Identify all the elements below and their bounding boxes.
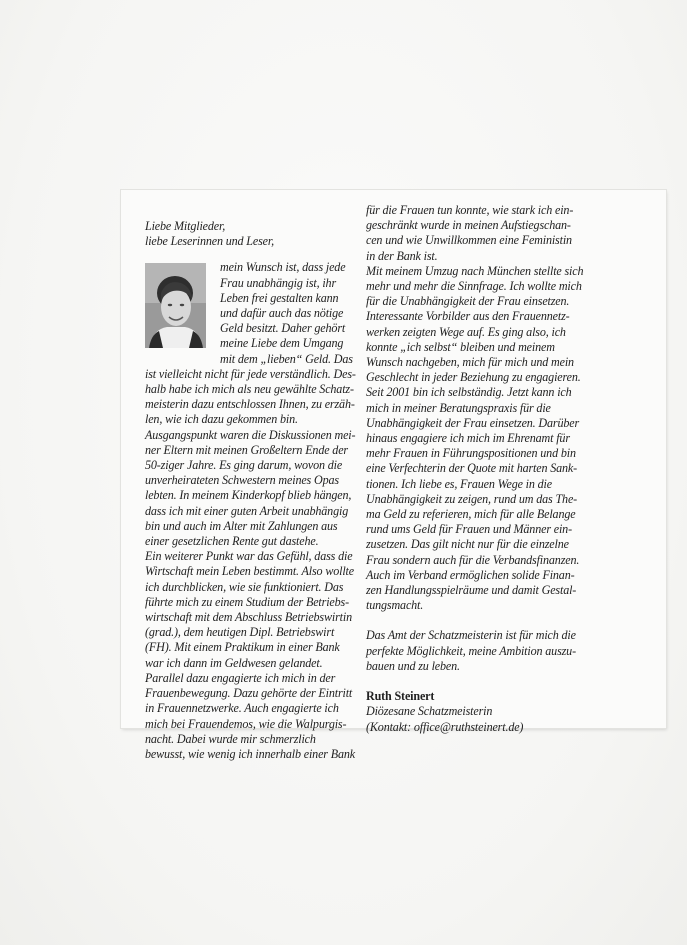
body-line: hinaus engagiere ich mich im Ehrenamt für [366,431,570,446]
body-line: mehr und mehr die Sinnfrage. Ich wollte mich [366,279,582,294]
closing-line: bauen und zu leben. [366,658,460,673]
body-line: tionen. Ich liebe es, Frauen Wege in die [366,476,552,491]
body-line: Interessante Vorbilder aus den Frauennetz- [366,309,570,324]
body-line: (FH). Mit einem Praktikum in einer Bank [145,640,340,655]
body-line: halb habe ich mich als neu gewählte Schatz- [145,382,354,397]
body-line: konnte „ich selbst“ bleiben und meinem [366,339,555,354]
body-line: Geld besitzt. Daher gehört [220,321,346,336]
body-line: ist vielleicht nicht für jede verständlich. Des- [145,366,356,381]
body-line: meisterin dazu entschlossen Ihnen, zu erzäh- [145,397,355,412]
body-line: mit dem „lieben“ Geld. Das [220,351,353,366]
body-line: tungsmacht. [366,598,424,613]
greeting-line: liebe Leserinnen und Leser, [145,234,274,249]
body-line: mein Wunsch ist, dass jede [220,260,346,275]
body-line: cen und wie Unwillkommen eine Feministin [366,233,572,248]
body-line: werken zeigten Wege auf. Es ging also, ich [366,324,566,339]
body-line: in Frauennetzwerke. Auch engagierte ich [145,701,339,716]
body-line: führte mich zu einem Studium der Betriebs- [145,594,349,609]
signature-name: Ruth Steinert [366,689,435,704]
body-line: nacht. Dabei wurde mir schmerzlich [145,731,316,746]
body-line: und dafür auch das nötige [220,306,344,321]
body-line: Frau sondern auch für die Verbandsfinanzen. [366,552,580,567]
signature-contact: (Kontakt: office@ruthsteinert.de) [366,719,524,734]
body-line: geschränkt wurde in meinen Aufstiegschan- [366,218,571,233]
body-line: einer gesetzlichen Rente gut dastehe. [145,534,319,549]
body-line: mich in meiner Beratungspraxis für die [366,400,551,415]
body-line: Leben frei gestalten kann [220,290,339,305]
body-line: ma Geld zu referieren, mich für alle Belange [366,507,576,522]
body-line: Wirtschaft mein Leben bestimmt. Also wollte [145,564,354,579]
body-line: Ein weiterer Punkt war das Gefühl, dass die [145,549,353,564]
body-line: bin und auch im Alter mit Zahlungen aus [145,518,338,533]
closing-line: Das Amt der Schatzmeisterin ist für mich die [366,628,576,643]
body-line: in der Bank ist. [366,248,438,263]
body-line: ner Eltern mit meinen Großeltern Ende der [145,442,348,457]
body-line: ich durchblicken, wie sie funktioniert. Das [145,579,344,594]
body-line: Ausgangspunkt waren die Diskussionen mei- [145,427,356,442]
body-line: Parallel dazu engagierte ich mich in der [145,670,336,685]
body-line: zusetzen. Das gilt nicht nur für die einzelne [366,537,569,552]
body-line: mich bei Frauendemos, wie die Walpurgis- [145,716,347,731]
body-line: Auch im Verband ermöglichen solide Finan- [366,567,575,582]
article-column-right [366,203,584,735]
body-line: dass ich mit einer guten Arbeit unabhängig [145,503,349,518]
body-line: Unabhängigkeit zu zeigen, rund um das The- [366,491,578,506]
body-line: war ich dann im Geldwesen gelandet. [145,655,323,670]
body-line: Mit meinem Umzug nach München stellte sich [366,263,584,278]
body-line: (grad.), dem heutigen Dipl. Betriebswirt [145,625,335,640]
closing-line: perfekte Möglichkeit, meine Ambition auszu- [366,643,576,658]
body-line: Seit 2001 bin ich selbständig. Jetzt kann ich [366,385,572,400]
body-line: Frauenbewegung. Dazu gehörte der Eintritt [145,686,353,701]
signature-title: Diözesane Schatzmeisterin [366,704,493,719]
body-line: zen Handlungsspielräume und damit Gestal- [366,583,577,598]
body-line: Unabhängigkeit der Frau einsetzen. Darüber [366,415,580,430]
body-line: für die Unabhängigkeit der Frau einsetzen. [366,294,570,309]
body-line: wirtschaft mit dem Abschluss Betriebswirtin [145,610,352,625]
body-line: Wunsch nachgeben, mich für mich und mein [366,355,574,370]
body-line: für die Frauen tun konnte, wie stark ich ein- [366,203,574,217]
body-line: len, wie ich dazu gekommen bin. [145,412,298,427]
body-line: Geschlecht in jeder Beziehung zu engagieren. [366,370,581,385]
body-line: 50-ziger Jahre. Es ging darum, wovon die [145,458,343,473]
greeting-line: Liebe Mitglieder, [145,219,226,233]
article-column-left [145,219,357,762]
body-line: bewusst, wie wenig ich innerhalb einer Bank [145,746,355,761]
body-line: meine Liebe dem Umgang [220,336,344,351]
body-line: eine Verfechterin der Quote mit harten Sank- [366,461,578,476]
body-line: unverheirateten Schwestern meines Opas [145,473,339,488]
body-line: lebten. In meinem Kinderkopf blieb hängen, [145,488,352,503]
body-line: Frau unabhängig ist, ihr [220,275,337,290]
body-line: rund ums Geld für Frauen und Männer ein- [366,522,572,537]
body-line: mehr Frauen in Führungspositionen und bin [366,446,576,461]
